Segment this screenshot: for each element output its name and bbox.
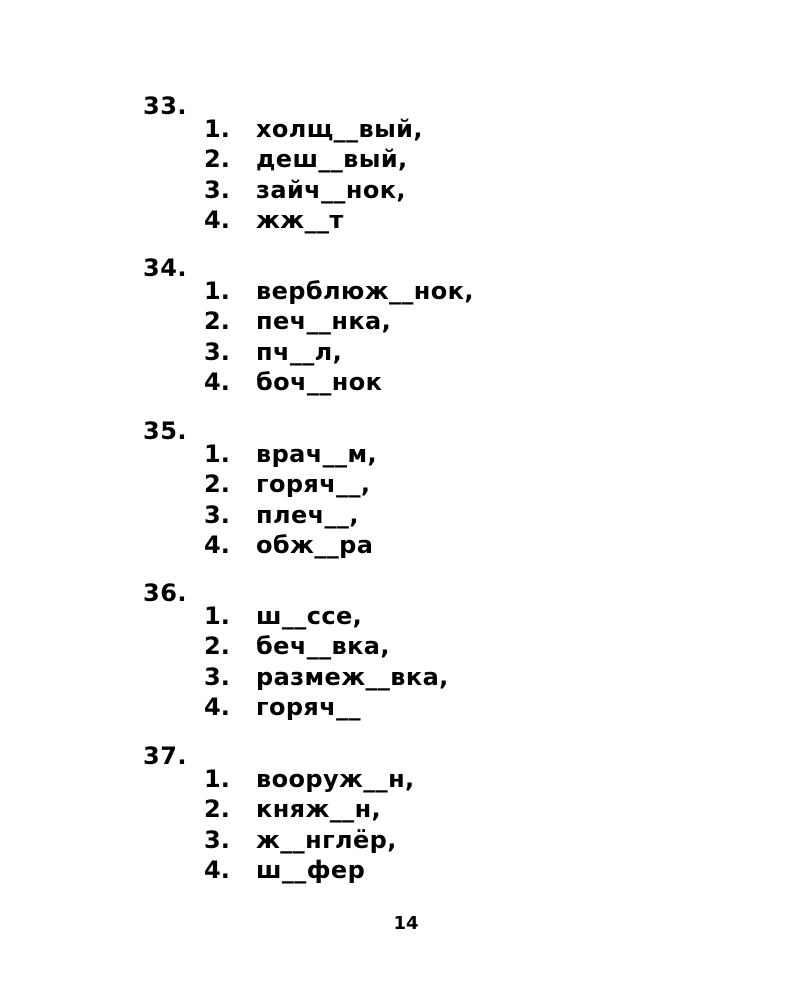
option-item [0, 631, 800, 661]
option-word: ш__ссе, [256, 602, 363, 630]
option-item [0, 439, 800, 469]
option-item [0, 794, 800, 824]
option-word: горяч__ [256, 692, 361, 721]
option-number: 1. [204, 765, 230, 793]
option-word: размеж__вка, [256, 662, 449, 691]
option-list [0, 601, 800, 722]
option-list [0, 764, 800, 885]
option-number: 3. [204, 662, 230, 691]
option-item [0, 601, 800, 631]
option-number: 2. [204, 307, 230, 336]
option-word: вооруж__н, [256, 765, 415, 793]
option-number: 3. [204, 337, 230, 366]
option-word: зайч__нок, [256, 175, 406, 204]
exercise-number: 37. [143, 742, 188, 770]
option-number: 1. [204, 440, 230, 468]
option-list [0, 276, 800, 397]
option-word: ж__нглёр, [256, 825, 397, 854]
option-number: 4. [204, 855, 230, 884]
option-word: боч__нок [256, 367, 383, 396]
option-word: холщ__вый, [256, 115, 423, 143]
option-number: 3. [204, 175, 230, 204]
option-word: печ__нка, [256, 307, 392, 336]
option-list [0, 114, 800, 235]
option-item [0, 175, 800, 205]
option-word: пч__л, [256, 337, 343, 366]
option-word: обж__ра [256, 530, 374, 559]
option-item [0, 855, 800, 885]
option-word: верблюж__нок, [256, 277, 474, 305]
option-word: ш__фер [256, 855, 366, 884]
option-item [0, 337, 800, 367]
option-item [0, 205, 800, 235]
exercise-number: 34. [143, 254, 188, 282]
option-number: 1. [204, 602, 230, 630]
option-number: 2. [204, 470, 230, 499]
page-number: 14 [393, 913, 419, 934]
option-number: 4. [204, 530, 230, 559]
option-number: 2. [204, 145, 230, 174]
option-number: 3. [204, 825, 230, 854]
option-item [0, 276, 800, 306]
option-word: княж__н, [256, 795, 382, 824]
exercise-number: 33. [143, 92, 188, 120]
option-word: горяч__, [256, 470, 371, 499]
option-number: 1. [204, 277, 230, 305]
option-word: врач__м, [256, 440, 377, 468]
option-number: 1. [204, 115, 230, 143]
option-number: 4. [204, 205, 230, 234]
option-list [0, 439, 800, 560]
option-number: 2. [204, 795, 230, 824]
option-item [0, 469, 800, 499]
option-number: 3. [204, 500, 230, 529]
option-word: жж__т [256, 205, 344, 234]
option-item [0, 692, 800, 722]
option-item [0, 764, 800, 794]
option-item [0, 367, 800, 397]
option-number: 2. [204, 632, 230, 661]
option-number: 4. [204, 692, 230, 721]
option-word: плеч__, [256, 500, 359, 529]
exercise-number: 35. [143, 417, 188, 445]
option-item [0, 825, 800, 855]
option-word: беч__вка, [256, 632, 390, 661]
option-item [0, 530, 800, 560]
exercise-number: 36. [143, 579, 188, 607]
option-item [0, 144, 800, 174]
option-item [0, 500, 800, 530]
option-item [0, 114, 800, 144]
option-item [0, 306, 800, 336]
option-word: деш__вый, [256, 145, 408, 174]
option-item [0, 662, 800, 692]
option-number: 4. [204, 367, 230, 396]
